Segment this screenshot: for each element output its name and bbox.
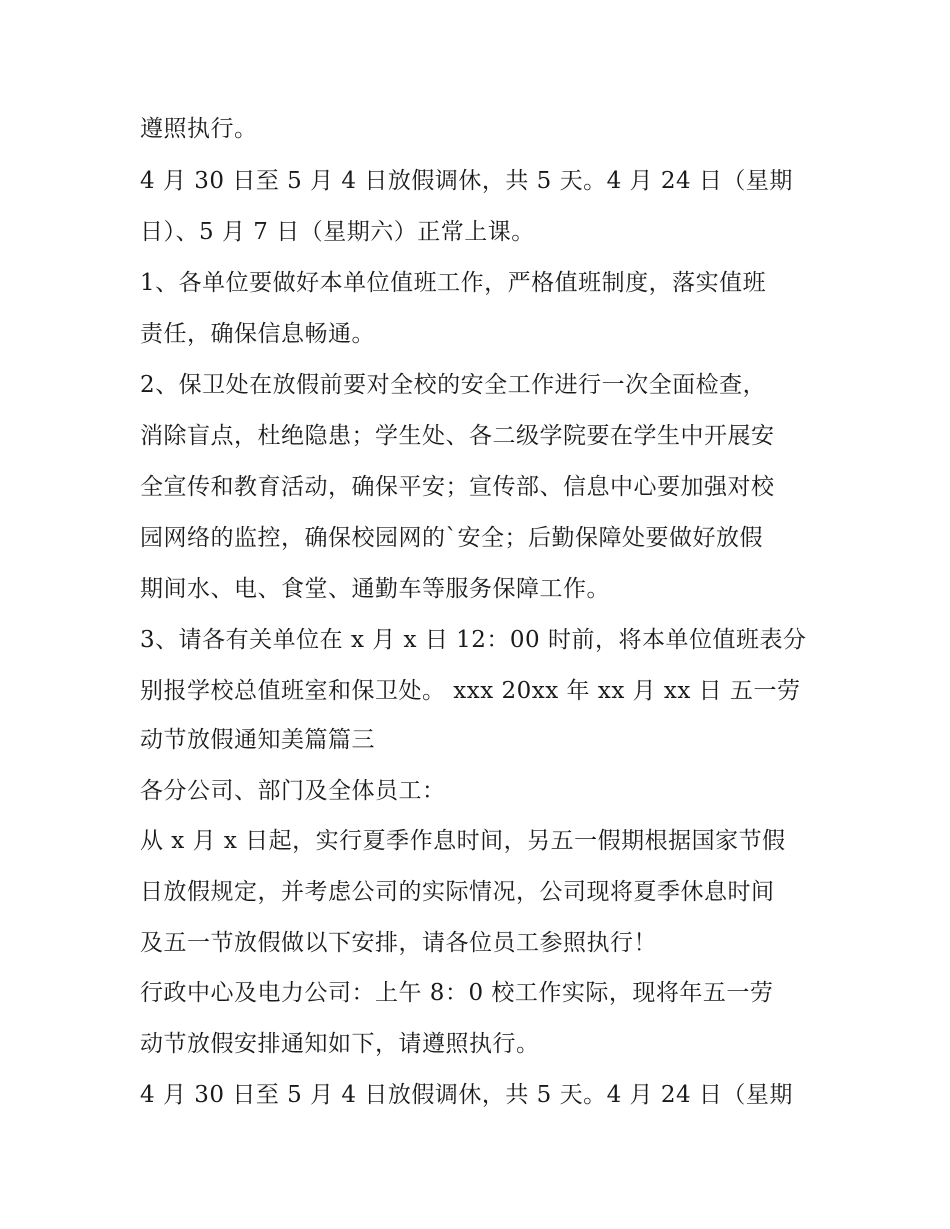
text-line: 2、保卫处在放假前要对全校的安全工作进行一次全面检查， xyxy=(140,372,767,398)
text-line: 园网络的监控，确保校园网的`安全；后勤保障处要做好放假 xyxy=(140,525,763,551)
text-line: 别报学校总值班室和保卫处。 xxx 20xx 年 xx 月 xx 日 五一劳 xyxy=(140,678,801,704)
text-line: 全宣传和教育活动，确保平安；宣传部、信息中心要加强对校 xyxy=(140,474,775,500)
text-line: 行政中心及电力公司：上午 8：0 校工作实际，现将年五一劳 xyxy=(140,980,774,1006)
text-line: 动节放假通知美篇篇三 xyxy=(140,727,375,753)
text-line: 日放假规定，并考虑公司的实际情况，公司现将夏季休息时间 xyxy=(140,879,775,905)
text-line: 消除盲点，杜绝隐患；学生处、各二级学院要在学生中开展安 xyxy=(140,423,775,449)
text-line: 3、请各有关单位在 x 月 x 日 12：00 时前，将本单位值班表分 xyxy=(140,627,807,653)
text-line: 责任，确保信息畅通。 xyxy=(140,321,375,347)
text-line: 遵照执行。 xyxy=(140,116,258,142)
text-line: 1、各单位要做好本单位值班工作，严格值班制度，落实值班 xyxy=(140,270,767,296)
text-line: 4 月 30 日至 5 月 4 日放假调休，共 5 天。4 月 24 日（星期 xyxy=(140,1082,793,1108)
text-line: 动节放假安排通知如下，请遵照执行。 xyxy=(140,1031,540,1057)
text-line: 期间水、电、食堂、通勤车等服务保障工作。 xyxy=(140,576,610,602)
text-line: 各分公司、部门及全体员工： xyxy=(140,778,446,804)
text-line: 从 x 月 x 日起，实行夏季作息时间，另五一假期根据国家节假 xyxy=(140,828,786,854)
text-line: 日）、5 月 7 日（星期六）正常上课。 xyxy=(140,219,535,245)
text-line: 4 月 30 日至 5 月 4 日放假调休，共 5 天。4 月 24 日（星期 xyxy=(140,168,793,194)
text-line: 及五一节放假做以下安排，请各位员工参照执行！ xyxy=(140,930,657,956)
